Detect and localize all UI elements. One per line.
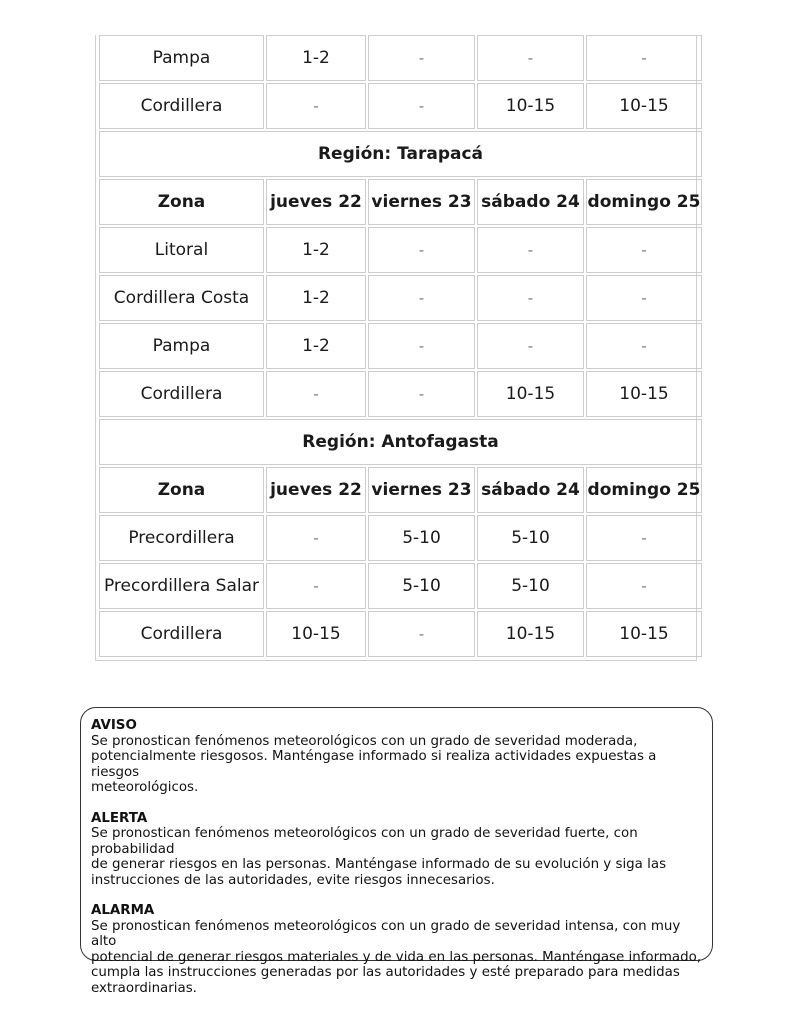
header-day: sábado 24	[477, 467, 584, 513]
table-row	[99, 563, 702, 609]
forecast-table-container	[95, 35, 701, 661]
forecast-cell: -	[477, 275, 584, 321]
forecast-cell: -	[586, 563, 702, 609]
header-day: sábado 24	[477, 179, 584, 225]
header-day: domingo 25	[586, 467, 702, 513]
table-row	[99, 35, 702, 81]
header-day: viernes 23	[368, 467, 475, 513]
table-row	[99, 515, 702, 561]
forecast-cell: 10-15	[477, 371, 584, 417]
header-zona: Zona	[99, 467, 264, 513]
legend-alarma	[91, 903, 702, 996]
zone-name-cell: Cordillera	[99, 83, 264, 129]
forecast-cell: 1-2	[266, 227, 366, 273]
zone-name-cell: Precordillera	[99, 515, 264, 561]
header-day: jueves 22	[266, 179, 366, 225]
forecast-cell: -	[368, 227, 475, 273]
forecast-cell: -	[368, 611, 475, 657]
forecast-cell: -	[368, 35, 475, 81]
forecast-cell: -	[586, 227, 702, 273]
forecast-cell: -	[586, 35, 702, 81]
forecast-cell: -	[586, 323, 702, 369]
legend-line: de generar riesgos en las personas. Manténgase informado de su evolución y siga las	[91, 857, 667, 872]
forecast-cell: 10-15	[586, 83, 702, 129]
table-row	[99, 611, 702, 657]
forecast-cell: -	[266, 563, 366, 609]
legend-line: potencialmente riesgosos. Manténgase informado si realiza actividades expuestas a riesgos	[91, 749, 657, 780]
forecast-cell: 10-15	[266, 611, 366, 657]
header-row	[99, 467, 702, 513]
forecast-cell: -	[586, 275, 702, 321]
legend-line: meteorológicos.	[91, 780, 199, 795]
forecast-cell: -	[477, 227, 584, 273]
forecast-cell: 5-10	[368, 515, 475, 561]
forecast-cell: -	[266, 371, 366, 417]
legend-line: cumpla las instrucciones generadas por las autoridades y esté preparado para medidas	[91, 965, 680, 980]
legend-line: instrucciones de las autoridades, evite riesgos innecesarios.	[91, 872, 495, 888]
forecast-cell: 1-2	[266, 323, 366, 369]
forecast-cell: -	[477, 35, 584, 81]
forecast-cell: 10-15	[477, 83, 584, 129]
zone-name-cell: Pampa	[99, 323, 264, 369]
legend-aviso	[91, 718, 702, 796]
header-day: jueves 22	[266, 467, 366, 513]
forecast-cell: 5-10	[477, 563, 584, 609]
legend-line: Se pronostican fenómenos meteorológicos con un grado de severidad fuerte, con probabilidad	[91, 826, 638, 857]
zone-name-cell: Cordillera	[99, 611, 264, 657]
forecast-cell: -	[368, 371, 475, 417]
table-row	[99, 83, 702, 129]
legend-line: potencial de generar riesgos materiales y de vida en las personas. Manténgase informado,	[91, 949, 702, 965]
legend-title: ALARMA	[91, 903, 155, 918]
forecast-cell: -	[477, 323, 584, 369]
table-row	[99, 323, 702, 369]
table-row	[99, 371, 702, 417]
legend-title: AVISO	[91, 718, 137, 733]
forecast-cell: -	[368, 323, 475, 369]
forecast-cell: 1-2	[266, 275, 366, 321]
forecast-cell: -	[266, 515, 366, 561]
legend-line: Se pronostican fenómenos meteorológicos con un grado de severidad moderada,	[91, 733, 638, 749]
forecast-cell: 5-10	[368, 563, 475, 609]
forecast-cell: 5-10	[477, 515, 584, 561]
forecast-cell: 1-2	[266, 35, 366, 81]
forecast-cell: 10-15	[586, 611, 702, 657]
legend-line: extraordinarias.	[91, 980, 197, 996]
header-row	[99, 179, 702, 225]
zone-name-cell: Cordillera Costa	[99, 275, 264, 321]
zone-name-cell: Litoral	[99, 227, 264, 273]
forecast-table	[97, 33, 704, 659]
region-title: Región: Tarapacá	[99, 131, 702, 177]
forecast-cell: -	[368, 275, 475, 321]
header-zona: Zona	[99, 179, 264, 225]
forecast-cell: -	[586, 515, 702, 561]
header-day: domingo 25	[586, 179, 702, 225]
region-row	[99, 419, 702, 465]
legend-line: Se pronostican fenómenos meteorológicos con un grado de severidad intensa, con muy alto	[91, 918, 681, 949]
region-row	[99, 131, 702, 177]
table-row	[99, 227, 702, 273]
forecast-cell: 10-15	[586, 371, 702, 417]
severity-legend-box	[80, 707, 713, 996]
forecast-cell: -	[368, 83, 475, 129]
header-day: viernes 23	[368, 179, 475, 225]
forecast-cell: -	[266, 83, 366, 129]
table-row	[99, 275, 702, 321]
zone-name-cell: Cordillera	[99, 371, 264, 417]
zone-name-cell: Pampa	[99, 35, 264, 81]
zone-name-cell: Precordillera Salar	[99, 563, 264, 609]
legend-title: ALERTA	[91, 810, 148, 826]
forecast-cell: 10-15	[477, 611, 584, 657]
region-title: Región: Antofagasta	[99, 419, 702, 465]
legend-alerta	[91, 811, 702, 889]
